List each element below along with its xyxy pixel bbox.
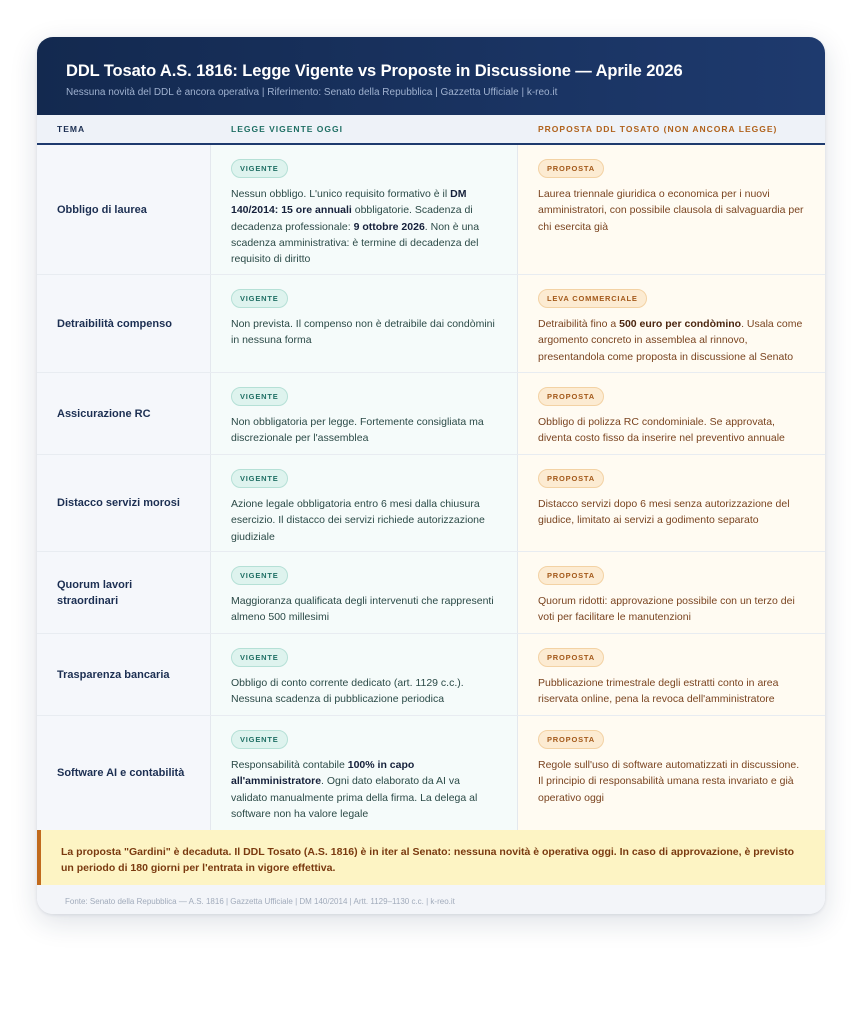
comparison-card	[37, 37, 825, 914]
vigente-cell	[211, 455, 518, 551]
table-row	[37, 373, 825, 455]
column-header-vigente: LEGGE VIGENTE OGGI	[231, 124, 343, 134]
text-part: Obbligo di conto corrente dedicato (art. 1129 c.c.). Nessuna scadenza di pubblicazione periodica	[231, 677, 464, 706]
text-part: . Non è una scadenza amministrativa: è termine di decadenza del requisito di diritto	[231, 220, 480, 266]
text-highlight: 100% in capo all'amministratore	[231, 759, 415, 788]
proposta-badge: PROPOSTA	[538, 730, 604, 749]
proposta-cell	[518, 275, 825, 372]
proposta-badge: PROPOSTA	[538, 387, 604, 406]
proposta-text	[538, 496, 806, 529]
leva-commerciale-badge: LEVA COMMERCIALE	[538, 289, 647, 308]
text-part: Quorum ridotti: approvazione possibile con un terzo dei voti per facilitare le manutenzioni	[538, 595, 795, 624]
table-row	[37, 275, 825, 373]
proposta-text	[538, 414, 806, 447]
text-part: Non prevista. Il compenso non è detraibile dai condòmini in nessuna forma	[231, 318, 495, 347]
vigente-cell	[211, 552, 518, 633]
vigente-text	[231, 675, 498, 708]
page-subtitle: Nessuna novità del DDL è ancora operativa | Riferimento: Senato della Repubblica | Gazzetta Ufficiale | k-reo.it	[66, 87, 558, 98]
vigente-text	[231, 593, 498, 626]
text-part: obbligatorie. Scadenza di decadenza professionale:	[231, 204, 473, 233]
text-part: Obbligo di polizza RC condominiale. Se approvata, diventa costo fisso da inserire nel preventivo annuale	[538, 416, 785, 445]
vigente-badge: VIGENTE	[231, 648, 288, 667]
vigente-text	[231, 316, 498, 349]
table-row	[37, 716, 825, 830]
vigente-badge: VIGENTE	[231, 566, 288, 585]
vigente-cell	[211, 275, 518, 372]
vigente-cell	[211, 373, 518, 454]
text-part: Pubblicazione trimestrale degli estratti conto in area riservata online, pena la revoca dell'amministratore	[538, 677, 779, 706]
table-row	[37, 552, 825, 634]
vigente-badge: VIGENTE	[231, 159, 288, 178]
proposta-text	[538, 675, 806, 708]
proposta-cell	[518, 455, 825, 551]
vigente-text	[231, 757, 498, 822]
text-highlight: DM 140/2014: 15 ore annuali	[231, 188, 467, 217]
table-row	[37, 634, 825, 716]
text-part: . Usala come argomento concreto in assemblea al rinnovo, presentandola come proposta in discussione al Senato	[538, 318, 803, 363]
proposta-badge: PROPOSTA	[538, 469, 604, 488]
vigente-cell	[211, 145, 518, 274]
footer-sources: Fonte: Senato della Repubblica — A.S. 1816 | Gazzetta Ufficiale | DM 140/2014 | Artt. 1129–1130 c.c. | k-reo.it	[37, 885, 825, 914]
vigente-text	[231, 186, 498, 267]
card-header	[37, 37, 825, 115]
column-header-tema: TEMA	[57, 124, 86, 134]
proposta-badge: PROPOSTA	[538, 159, 604, 178]
vigente-text	[231, 414, 498, 447]
vigente-badge: VIGENTE	[231, 289, 288, 308]
table-header	[37, 115, 825, 145]
tema-cell: Distacco servizi morosi	[37, 455, 211, 551]
text-highlight: 9 ottobre 2026	[353, 220, 425, 233]
tema-cell: Detraibilità compenso	[37, 275, 211, 372]
tema-cell: Trasparenza bancaria	[37, 634, 211, 715]
page-title: DDL Tosato A.S. 1816: Legge Vigente vs Proposte in Discussione — Aprile 2026	[66, 62, 683, 80]
table-body	[37, 145, 825, 830]
table-row	[37, 455, 825, 552]
tema-cell: Assicurazione RC	[37, 373, 211, 454]
proposta-cell	[518, 145, 825, 274]
proposta-cell	[518, 634, 825, 715]
proposta-text	[538, 316, 806, 365]
proposta-text	[538, 593, 806, 626]
proposta-text	[538, 757, 806, 806]
text-part: Responsabilità contabile	[231, 759, 348, 771]
table-row	[37, 145, 825, 275]
text-highlight: 500 euro per condòmino	[619, 318, 742, 330]
vigente-cell	[211, 634, 518, 715]
text-part: Nessun obbligo. L'unico requisito formativo è il	[231, 188, 451, 200]
proposta-text	[538, 186, 806, 235]
vigente-badge: VIGENTE	[231, 387, 288, 406]
tema-cell: Obbligo di laurea	[37, 145, 211, 274]
text-part: Laurea triennale giuridica o economica per i nuovi amministratori, con possibile clausola di salvaguardia per chi esercita già	[538, 188, 804, 233]
tema-cell: Software AI e contabilità	[37, 716, 211, 830]
vigente-cell	[211, 716, 518, 830]
status-note: La proposta "Gardini" è decaduta. Il DDL Tosato (A.S. 1816) è in iter al Senato: nessuna novità è operativa oggi. In caso di approvazione, è previsto un periodo di 180 giorni per l'entrata in vigore effettiva.	[37, 830, 825, 885]
column-header-proposta: PROPOSTA DDL TOSATO (NON ANCORA LEGGE)	[538, 124, 778, 134]
proposta-cell	[518, 373, 825, 454]
text-part: Detraibilità fino a	[538, 318, 620, 330]
text-part: Regole sull'uso di software automatizzati in discussione. Il principio di responsabilità umana resta invariato e già operativo oggi	[538, 759, 800, 804]
text-part: Non obbligatoria per legge. Fortemente consigliata ma discrezionale per l'assemblea	[231, 416, 484, 445]
vigente-badge: VIGENTE	[231, 730, 288, 749]
text-part: Azione legale obbligatoria entro 6 mesi dalla chiusura esercizio. Il distacco dei servizi richiede autorizzazione giudiziale	[231, 498, 485, 543]
tema-cell: Quorum lavori straordinari	[37, 552, 211, 633]
vigente-text	[231, 496, 498, 545]
proposta-badge: PROPOSTA	[538, 566, 604, 585]
proposta-cell	[518, 552, 825, 633]
vigente-badge: VIGENTE	[231, 469, 288, 488]
text-part: . Ogni dato elaborato da AI va validato manualmente prima della firma. La delega al software non ha valore legale	[231, 775, 478, 820]
proposta-cell	[518, 716, 825, 830]
text-part: Distacco servizi dopo 6 mesi senza autorizzazione del giudice, limitato ai servizi a godimento separato	[538, 498, 790, 527]
text-part: Maggioranza qualificata degli intervenuti che rappresenti almeno 500 millesimi	[231, 595, 494, 624]
proposta-badge: PROPOSTA	[538, 648, 604, 667]
